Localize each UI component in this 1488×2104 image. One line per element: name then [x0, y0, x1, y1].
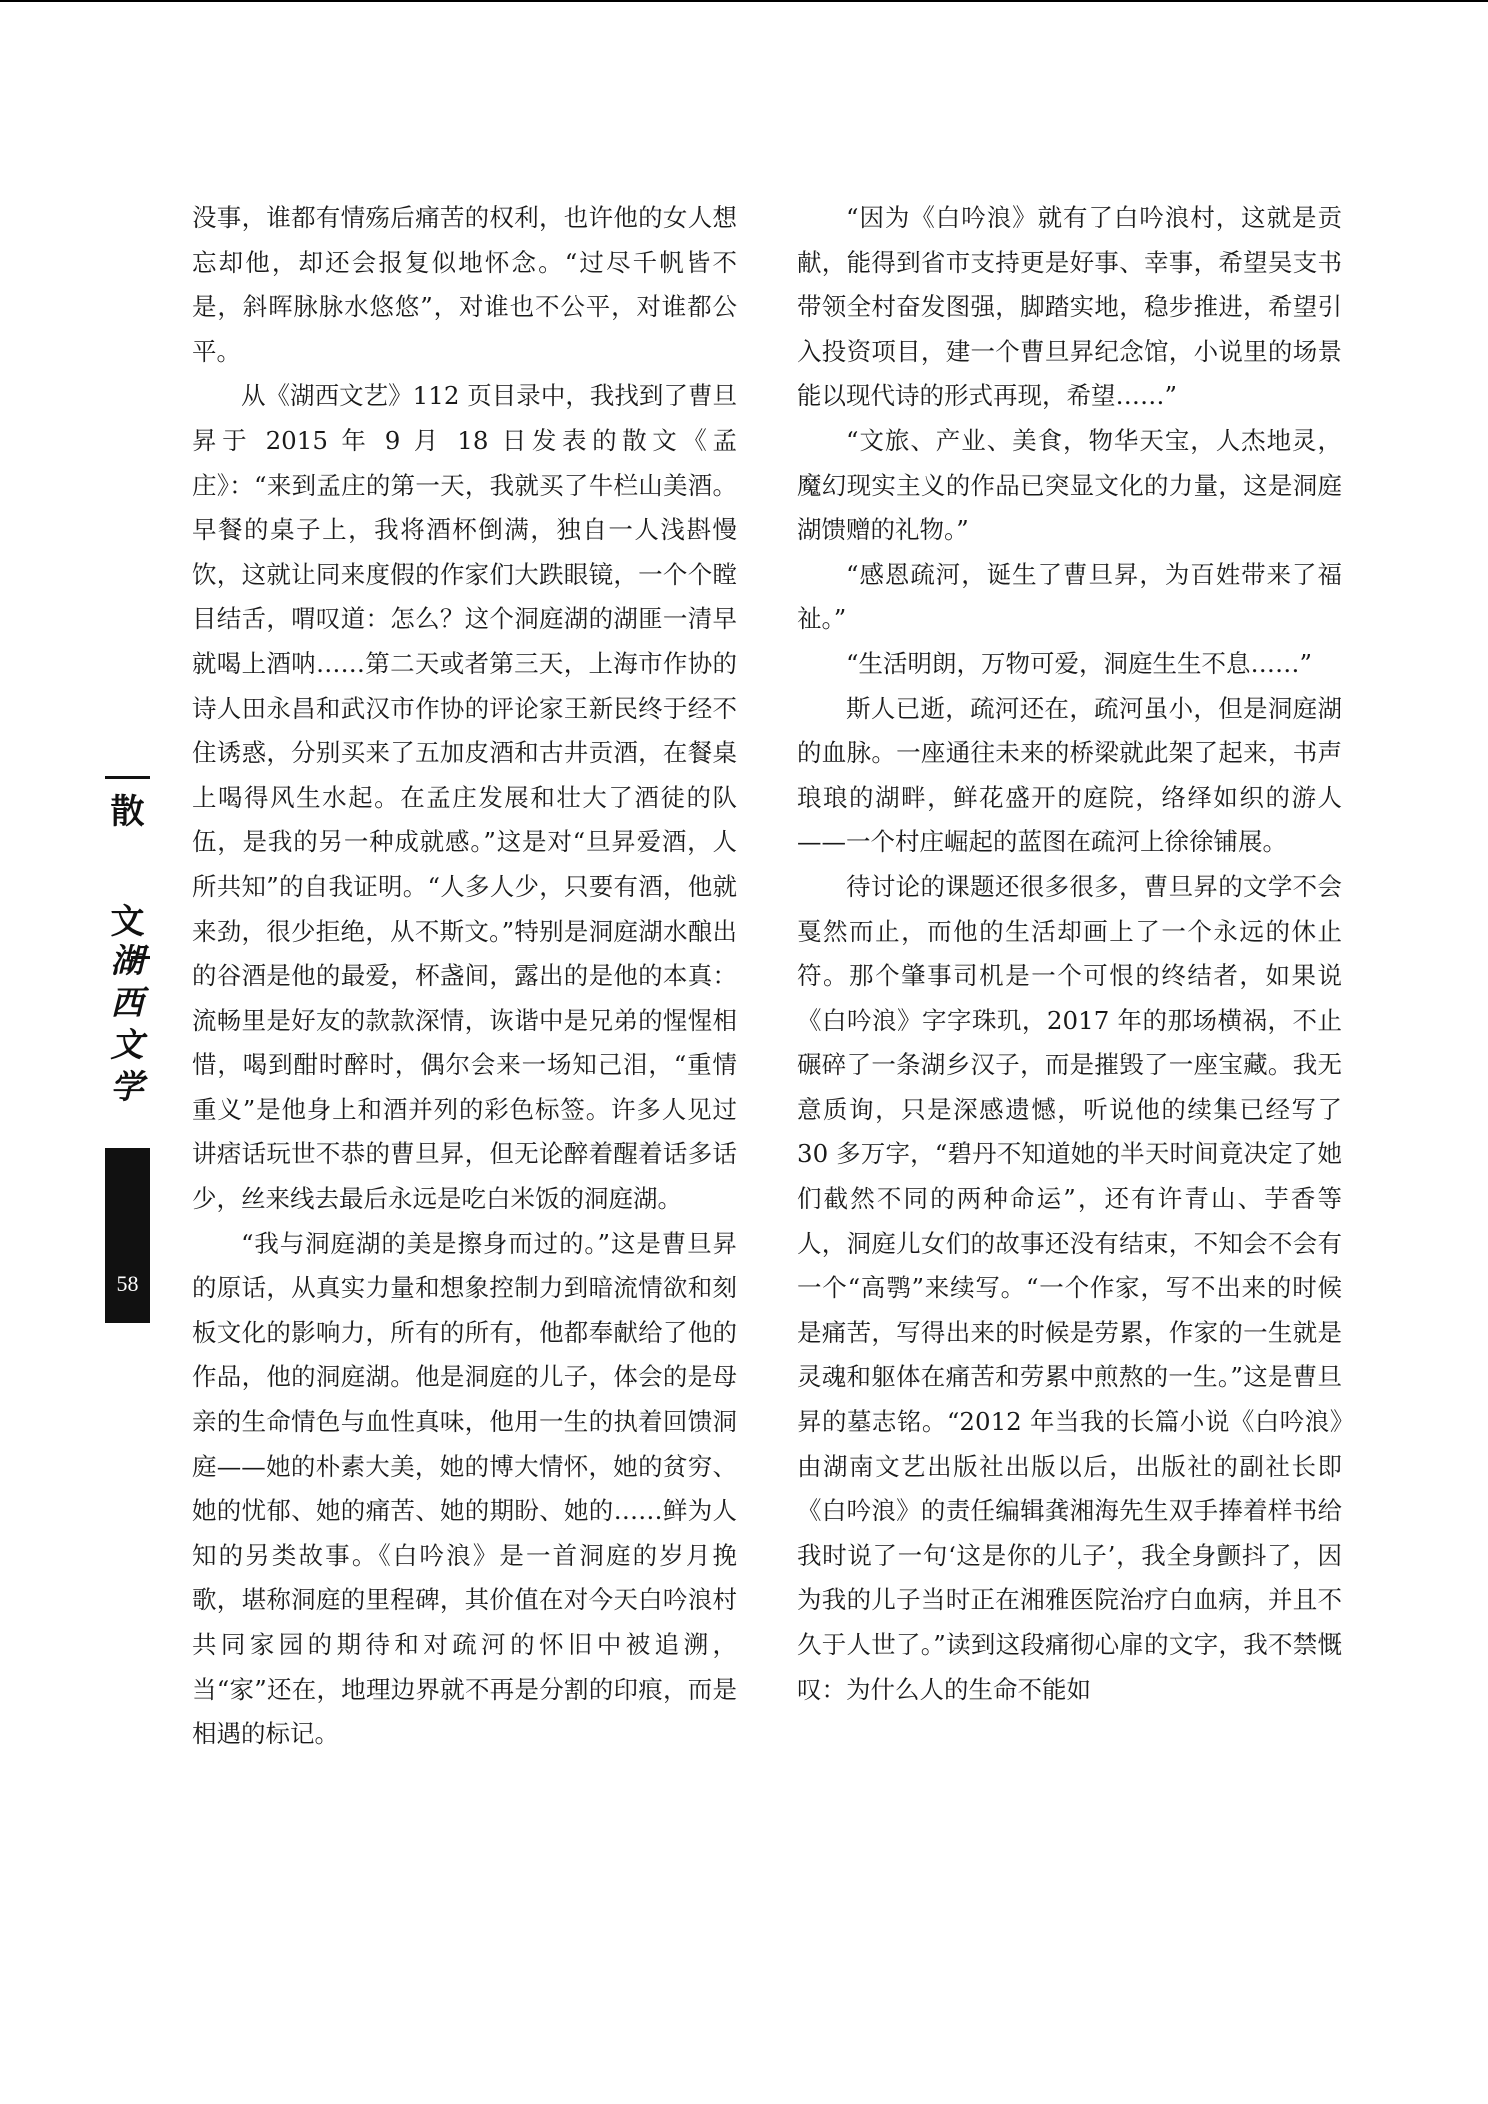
logo-char-2: 西 — [110, 983, 144, 1022]
paragraph: 从《湖西文艺》112 页目录中，我找到了曹旦昇于 2015 年 9 月 18 日发表的散文《孟庄》：“来到孟庄的第一天，我就买了牛栏山美酒。早餐的桌子上，我将酒杯倒满，独自一人浅斟慢饮，这就让同来度假的作家们大跌眼镜，一个个瞠目结舌，喟叹道：怎么？这个洞庭湖的湖匪一清早就喝上酒呐……第二天或者第三天，上海市作协的诗人田永昌和武汉市作协的评论家王新民终于经不住诱惑，分别买来了五加皮酒和古井贡酒，在餐桌上喝得风生水起。在孟庄发展和壮大了酒徒的队伍，是我的另一种成就感。”这是对“旦昇爱酒，人所共知”的自我证明。“人多人少，只要有酒，他就来劲，很少拒绝，从不斯文。”特别是洞庭湖水酿出的谷酒是他的最爱，杯盏间，露出的是他的本真：流畅里是好友的款款深情，诙谐中是兄弟的惺惺相惜，喝到酣时醉时，偶尔会来一场知己泪，“重情重义”是他身上和酒并列的彩色标签。许多人见过讲痞话玩世不恭的曹旦昇，但无论醉着醒着话多话少，丝来线去最后永远是吃白米饭的洞庭湖。 — [192, 381, 737, 1214]
left-text-column — [192, 196, 737, 1757]
paragraph: 斯人已逝，疏河还在，疏河虽小，但是洞庭湖的血脉。一座通往未来的桥梁就此架了起来，书声琅琅的湖畔，鲜花盛开的庭院，络绎如织的游人——一个村庄崛起的蓝图在疏河上徐徐铺展。 — [797, 693, 1342, 857]
paragraph: “感恩疏河，诞生了曹旦昇，为百姓带来了福祉。” — [797, 559, 1342, 634]
page-number-block — [105, 1148, 150, 1323]
logo-char-3: 文 — [110, 1025, 144, 1064]
section-label-char-2: 文 — [110, 902, 145, 942]
paragraph: 待讨论的课题还很多很多，曹旦昇的文学不会戛然而止，而他的生活却画上了一个永远的休止符。那个肇事司机是一个可恨的终结者，如果说《白吟浪》字字珠玑，2017 年的那场横祸，不止碾碎了一条湖乡汉子，而是摧毁了一座宝藏。我无意质询，只是深感遗憾，听说他的续集已经写了 30 多万字，“碧丹不知道她的半天时间竟决定了她们截然不同的两种命运”，还有许青山、芋香等人，洞庭儿女们的故事还没有结束，不知会不会有一个“高鹗”来续写。“一个作家，写不出来的时候是痛苦，写得出来的时候是劳累，作家的一生就是灵魂和躯体在痛苦和劳累中煎熬的一生。”这是曹旦昇的墓志铭。“2012 年当我的长篇小说《白吟浪》由湖南文艺出版社出版以后，出版社的副社长即《白吟浪》的责任编辑龚湘海先生双手捧着样书给我时说了一句‘这是你的儿子’，我全身颤抖了，因为我的儿子当时正在湘雅医院治疗白血病，并且不久于人世了。”读到这段痛彻心扉的文字，我不禁慨叹：为什么人的生命不能如 — [797, 871, 1342, 1704]
right-text-column — [797, 196, 1342, 1712]
page-number: 58 — [116, 1271, 139, 1296]
paragraph: “生活明朗，万物可爱，洞庭生生不息……” — [846, 648, 1313, 678]
logo-char-1: 湖 — [110, 941, 144, 980]
magazine-logo — [107, 940, 147, 1108]
paragraph: “因为《白吟浪》就有了白吟浪村，这就是贡献，能得到省市支持更是好事、幸事，希望吴支书带领全村奋发图强，脚踏实地，稳步推进，希望引入投资项目，建一个曹旦昇纪念馆，小说里的场景能以现代诗的形式再现，希望……” — [797, 203, 1342, 411]
paragraph: “我与洞庭湖的美是擦身而过的。”这是曹旦昇的原话，从真实力量和想象控制力到暗流情欲和刻板文化的影响力，所有的所有，他都奉献给了他的作品，他的洞庭湖。他是洞庭的儿子，体会的是母亲的生命情色与血性真味，他用一生的执着回馈洞庭——她的朴素大美，她的博大情怀，她的贫穷、她的忧郁、她的痛苦、她的期盼、她的……鲜为人知的另类故事。《白吟浪》是一首洞庭的岁月挽歌，堪称洞庭的里程碑，其价值在对今天白吟浪村共同家园的期待和对疏河的怀旧中被追溯，当“家”还在，地理边界就不再是分割的印痕，而是相遇的标记。 — [192, 1228, 737, 1749]
logo-char-4: 学 — [110, 1067, 144, 1106]
paragraph: “文旅、产业、美食，物华天宝，人杰地灵，魔幻现实主义的作品已突显文化的力量，这是洞庭湖馈赠的礼物。” — [797, 425, 1342, 545]
paragraph: 没事，谁都有情殇后痛苦的权利，也许他的女人想忘却他，却还会报复似地怀念。“过尽千帆皆不是，斜晖脉脉水悠悠”，对谁也不公平，对谁都公平。 — [192, 203, 737, 366]
section-label-char-1: 散 — [110, 792, 145, 832]
top-rule — [0, 0, 1488, 2]
sidebar-rule-top — [105, 776, 150, 779]
